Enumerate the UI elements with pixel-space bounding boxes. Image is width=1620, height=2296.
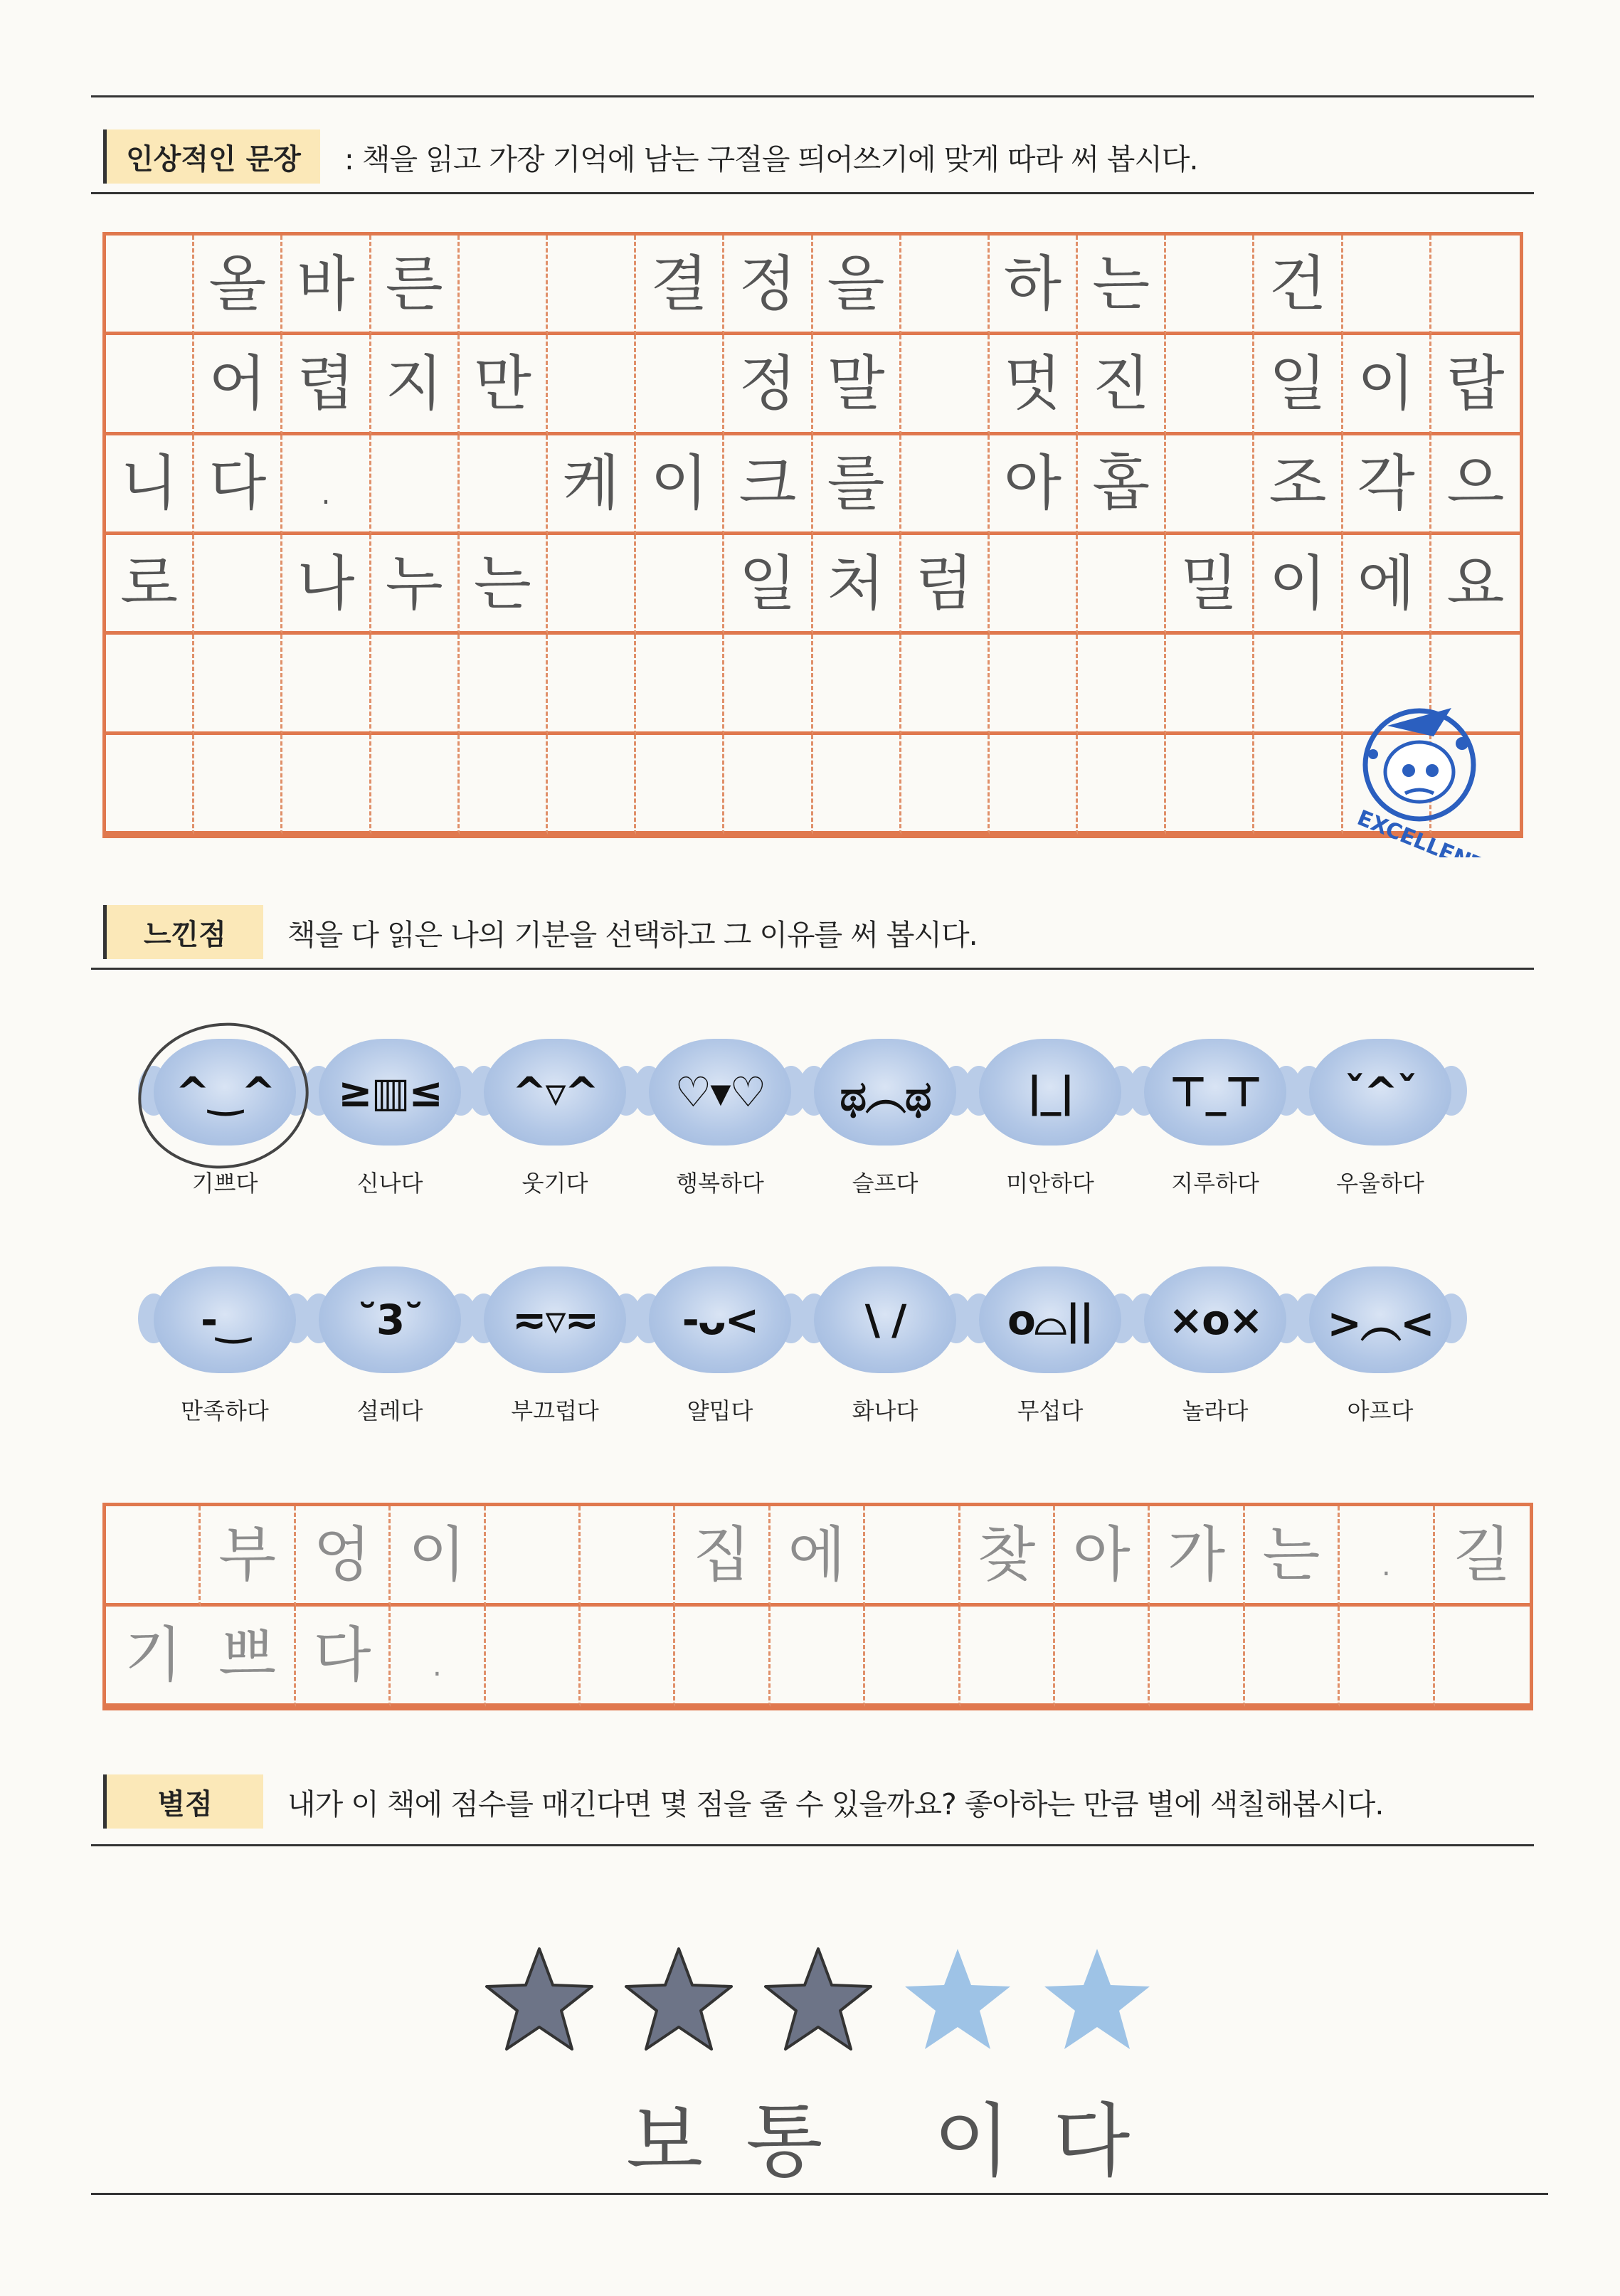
grid-cell[interactable]	[724, 735, 812, 835]
grid-cell[interactable]	[990, 735, 1078, 835]
grid-cell[interactable]	[1166, 435, 1254, 535]
section2-rule	[91, 968, 1534, 970]
star-filled-icon[interactable]	[484, 1946, 595, 2053]
star-filled-icon[interactable]	[623, 1946, 734, 2053]
grid-cell[interactable]	[282, 635, 371, 734]
grid-cell[interactable]: 다	[194, 435, 282, 535]
grid-cell[interactable]	[675, 1607, 770, 1707]
stamp-text: EXCELLENT!!	[1353, 805, 1505, 857]
rating-comment: 보통 이다	[626, 2095, 1173, 2188]
grid-cell[interactable]: 각	[1343, 435, 1431, 535]
grid-cell[interactable]: 이	[1254, 535, 1343, 635]
star-empty-icon[interactable]	[902, 1946, 1013, 2053]
grid-cell[interactable]: 정	[724, 335, 812, 435]
grid-cell[interactable]	[460, 435, 548, 535]
bottom-rule	[91, 2193, 1548, 2195]
grid-cell[interactable]: 건	[1254, 236, 1343, 335]
mood-face-icon: ˇ^ˇ	[1309, 1039, 1451, 1146]
grid-cell[interactable]	[724, 635, 812, 734]
mood-label: 부끄럽다	[511, 1397, 599, 1424]
grid-cell[interactable]	[371, 435, 460, 535]
mood-face-icon: >︵<	[1309, 1266, 1451, 1373]
selection-circle	[129, 1012, 318, 1179]
grid-cell[interactable]: 이	[391, 1506, 485, 1607]
grid-cell[interactable]	[106, 1506, 201, 1607]
mood-option[interactable]	[1133, 1266, 1298, 1426]
grid-cell[interactable]	[548, 335, 636, 435]
mood-face-icon: ≂▿≂	[484, 1266, 626, 1373]
grid-cell[interactable]	[486, 1506, 581, 1607]
mood-label: 행복하다	[676, 1170, 764, 1197]
grid-cell[interactable]: 말	[813, 335, 901, 435]
mood-option[interactable]	[307, 1039, 472, 1198]
section-tag: 인상적인 문장	[103, 129, 320, 184]
mood-option[interactable]	[637, 1039, 803, 1198]
grid-cell[interactable]: 쁘	[201, 1607, 295, 1707]
grid-cell[interactable]	[194, 735, 282, 835]
grid-cell[interactable]: 정	[724, 236, 812, 335]
grid-cell[interactable]: 부	[201, 1506, 295, 1607]
grid-cell[interactable]: 에	[771, 1506, 865, 1607]
grid-cell[interactable]: 케	[548, 435, 636, 535]
mood-label: 화나다	[852, 1397, 918, 1424]
mood-option[interactable]	[968, 1039, 1133, 1198]
mood-label: 우울하다	[1336, 1170, 1424, 1197]
grid-cell[interactable]	[636, 535, 724, 635]
grid-cell[interactable]: 는	[1245, 1506, 1340, 1607]
grid-cell[interactable]: 어	[194, 335, 282, 435]
grid-cell[interactable]: .	[1340, 1506, 1434, 1607]
grid-cell[interactable]	[990, 535, 1078, 635]
grid-cell[interactable]	[548, 236, 636, 335]
grid-cell[interactable]	[460, 236, 548, 335]
grid-cell[interactable]	[1245, 1607, 1340, 1707]
grid-cell[interactable]: 일	[724, 535, 812, 635]
grid-cell[interactable]: 기	[106, 1607, 201, 1707]
grid-cell[interactable]	[865, 1607, 960, 1707]
grid-cell[interactable]: 집	[675, 1506, 770, 1607]
grid-cell[interactable]	[460, 635, 548, 734]
grid-cell[interactable]	[581, 1506, 675, 1607]
mood-label: 미안하다	[1006, 1170, 1094, 1197]
grid-cell[interactable]: 조	[1254, 435, 1343, 535]
star-empty-icon[interactable]	[1042, 1946, 1153, 2053]
writing-grid-reason	[102, 1503, 1533, 1710]
section-feelings-header	[103, 905, 978, 959]
grid-cell[interactable]	[194, 635, 282, 734]
grid-cell[interactable]	[460, 735, 548, 835]
mood-label: 놀라다	[1182, 1397, 1249, 1424]
grid-cell[interactable]	[1055, 1607, 1150, 1707]
grid-cell[interactable]: 올	[194, 236, 282, 335]
grid-cell[interactable]: 결	[636, 236, 724, 335]
mood-label: 아프다	[1347, 1397, 1414, 1424]
grid-cell[interactable]	[106, 236, 194, 335]
grid-cell[interactable]	[1431, 236, 1520, 335]
grid-cell[interactable]: 홉	[1078, 435, 1166, 535]
grid-cell[interactable]	[901, 635, 990, 734]
mood-option[interactable]	[1133, 1039, 1298, 1198]
grid-cell[interactable]	[1166, 236, 1254, 335]
grid-cell[interactable]	[636, 335, 724, 435]
grid-cell[interactable]: .	[282, 435, 371, 535]
grid-cell[interactable]: 에	[1343, 535, 1431, 635]
section-tag: 별점	[103, 1774, 263, 1829]
excellent-stamp	[1327, 694, 1505, 860]
grid-cell[interactable]	[581, 1607, 675, 1707]
grid-cell[interactable]	[813, 635, 901, 734]
grid-cell[interactable]: 크	[724, 435, 812, 535]
mood-face-icon: -‿	[154, 1266, 296, 1373]
mood-label: 지루하다	[1171, 1170, 1259, 1197]
grid-cell[interactable]: 지	[371, 335, 460, 435]
section-impressive-sentence-header	[103, 129, 1198, 184]
mood-option[interactable]	[803, 1266, 968, 1426]
mood-face-icon: ♡▾♡	[649, 1039, 791, 1146]
mood-option[interactable]	[637, 1266, 803, 1426]
writing-grid-sentence	[102, 232, 1523, 838]
mood-option[interactable]	[307, 1266, 472, 1426]
mood-option[interactable]	[472, 1039, 637, 1198]
section-instruction: 내가 이 책에 점수를 매긴다면 몇 점을 줄 수 있을까요? 좋아하는 만큼 별에 색칠해봅시다.	[287, 1787, 1384, 1821]
grid-cell[interactable]	[1340, 1607, 1434, 1707]
grid-cell[interactable]	[371, 735, 460, 835]
mood-label: 슬프다	[852, 1170, 918, 1197]
grid-cell[interactable]	[486, 1607, 581, 1707]
grid-cell[interactable]: 엉	[296, 1506, 391, 1607]
grid-cell[interactable]: 랍	[1431, 335, 1520, 435]
grid-cell[interactable]: 가	[1150, 1506, 1244, 1607]
grid-cell[interactable]	[901, 236, 990, 335]
grid-cell[interactable]	[901, 735, 990, 835]
grid-cell[interactable]	[960, 1607, 1055, 1707]
mood-face-icon: \ /	[814, 1266, 956, 1373]
mood-face-icon: ^▿^	[484, 1039, 626, 1146]
grid-cell[interactable]: 른	[371, 236, 460, 335]
grid-cell[interactable]: 니	[106, 435, 194, 535]
mood-option[interactable]	[472, 1266, 637, 1426]
mood-option[interactable]	[142, 1039, 307, 1198]
grid-cell[interactable]	[548, 635, 636, 734]
mood-face-icon: ಥ︵ಥ	[814, 1039, 956, 1146]
grid-cell[interactable]	[771, 1607, 865, 1707]
grid-cell[interactable]: 찾	[960, 1506, 1055, 1607]
grid-cell[interactable]	[901, 435, 990, 535]
mood-face-icon: ×o×	[1144, 1266, 1286, 1373]
grid-cell[interactable]	[282, 735, 371, 835]
grid-cell[interactable]	[371, 635, 460, 734]
mood-label: 설레다	[356, 1397, 423, 1424]
mood-label: 무섭다	[1017, 1397, 1084, 1424]
grid-cell[interactable]: 요	[1431, 535, 1520, 635]
grid-cell[interactable]: 는	[1078, 236, 1166, 335]
mood-label: 웃기다	[522, 1170, 588, 1197]
grid-cell[interactable]	[1078, 635, 1166, 734]
grid-cell[interactable]: 밀	[1166, 535, 1254, 635]
mood-face-icon: ^‿^	[154, 1039, 296, 1146]
grid-cell[interactable]: 누	[371, 535, 460, 635]
mood-face-icon: ˘3˘	[319, 1266, 461, 1373]
mood-label: 얄밉다	[687, 1397, 753, 1424]
mood-face-icon: -ᴗ<	[649, 1266, 791, 1373]
grid-cell[interactable]: .	[391, 1607, 485, 1707]
mood-label: 기쁘다	[191, 1170, 258, 1197]
grid-cell[interactable]: 다	[296, 1607, 391, 1707]
grid-cell[interactable]	[1166, 635, 1254, 734]
grid-cell[interactable]	[194, 535, 282, 635]
grid-cell[interactable]	[636, 635, 724, 734]
section-rating-header	[103, 1774, 1383, 1829]
grid-cell[interactable]: 아	[990, 435, 1078, 535]
grid-cell[interactable]	[636, 735, 724, 835]
grid-cell[interactable]: 하	[990, 236, 1078, 335]
mood-option[interactable]	[803, 1039, 968, 1198]
mood-face-icon: ≥▥≤	[319, 1039, 461, 1146]
section1-rule	[91, 192, 1534, 194]
grid-cell[interactable]: 를	[813, 435, 901, 535]
mood-face-icon: o⌓||	[979, 1266, 1121, 1373]
grid-cell[interactable]: 처	[813, 535, 901, 635]
grid-cell[interactable]	[901, 335, 990, 435]
grid-cell[interactable]: 는	[460, 535, 548, 635]
grid-cell[interactable]: 길	[1435, 1506, 1530, 1607]
grid-cell[interactable]	[865, 1506, 960, 1607]
grid-cell[interactable]	[813, 735, 901, 835]
grid-cell[interactable]	[1150, 1607, 1244, 1707]
mood-face-icon: |_|	[979, 1039, 1121, 1146]
grid-cell[interactable]	[1343, 236, 1431, 335]
grid-cell[interactable]: 만	[460, 335, 548, 435]
grid-cell[interactable]	[1078, 735, 1166, 835]
mood-label: 신나다	[356, 1170, 423, 1197]
grid-cell[interactable]	[1166, 735, 1254, 835]
grid-cell[interactable]: 을	[813, 236, 901, 335]
grid-cell[interactable]: 이	[636, 435, 724, 535]
star-filled-icon[interactable]	[763, 1946, 874, 2053]
grid-cell[interactable]: 진	[1078, 335, 1166, 435]
mood-face-icon: ⊤_⊤	[1144, 1039, 1286, 1146]
grid-cell[interactable]: 멋	[990, 335, 1078, 435]
star-rating[interactable]	[484, 1946, 1153, 2053]
grid-cell[interactable]: 바	[282, 236, 371, 335]
grid-cell[interactable]: 으	[1431, 435, 1520, 535]
top-rule	[91, 95, 1534, 97]
grid-cell[interactable]	[548, 535, 636, 635]
mood-option[interactable]	[1298, 1039, 1463, 1198]
grid-cell[interactable]	[106, 735, 194, 835]
mood-option[interactable]	[1298, 1266, 1463, 1426]
section-tag: 느낀점	[103, 905, 263, 959]
mood-option[interactable]	[142, 1266, 307, 1426]
grid-cell[interactable]: 이	[1343, 335, 1431, 435]
mood-label: 만족하다	[181, 1397, 269, 1424]
section-instruction: : 책을 읽고 가장 기억에 남는 구절을 띄어쓰기에 맞게 따라 써 봅시다.	[344, 142, 1198, 176]
grid-cell[interactable]	[990, 635, 1078, 734]
grid-cell[interactable]: 럼	[901, 535, 990, 635]
grid-cell[interactable]	[1078, 535, 1166, 635]
section3-rule	[91, 1844, 1534, 1846]
grid-cell[interactable]	[106, 635, 194, 734]
grid-cell[interactable]: 일	[1254, 335, 1343, 435]
grid-cell[interactable]: 로	[106, 535, 194, 635]
grid-cell[interactable]	[106, 335, 194, 435]
grid-cell[interactable]	[548, 735, 636, 835]
grid-cell[interactable]	[1166, 335, 1254, 435]
grid-cell[interactable]: 아	[1055, 1506, 1150, 1607]
mood-option[interactable]	[968, 1266, 1133, 1426]
section-instruction: 책을 다 읽은 나의 기분을 선택하고 그 이유를 써 봅시다.	[287, 917, 978, 952]
grid-cell[interactable]	[1435, 1607, 1530, 1707]
grid-cell[interactable]: 나	[282, 535, 371, 635]
grid-cell[interactable]: 렵	[282, 335, 371, 435]
